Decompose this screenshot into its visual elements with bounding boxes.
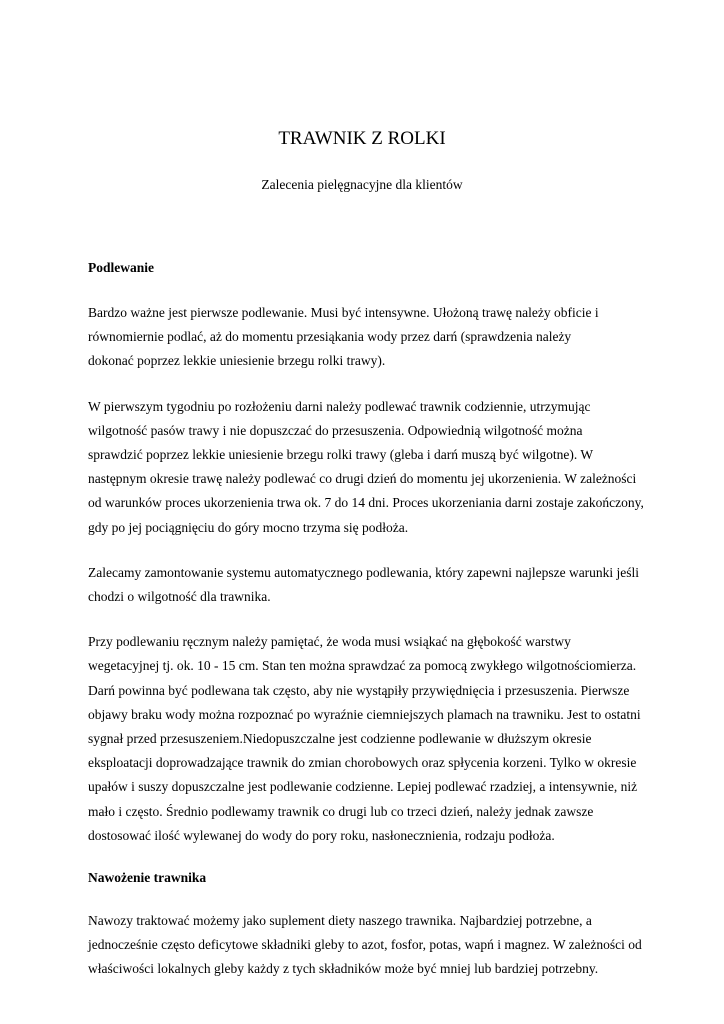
text-line: Przy podlewaniu ręcznym należy pamiętać, że woda musi wsiąkać na głębokość warstwy (88, 634, 571, 650)
text-line: sprawdzić poprzez lekkie uniesienie brzegu rolki trawy (gleba i darń muszą być wilgotne). W (88, 447, 594, 463)
text-line: Darń powinna być podlewana tak często, aby nie wystąpiły przywiędnięcia i przesuszenia. Pierwsze (88, 682, 630, 698)
text-line: jednocześnie często deficytowe składniki gleby to azot, fosfor, potas, wapń i magnez. W zależności od (88, 937, 642, 953)
text-line: mało i często. Średnio podlewamy trawnik co drugi lub co trzeci dzień, należy jednak zawsze (88, 803, 594, 819)
document-subtitle: Zalecenia pielęgnacyjne dla klientów (261, 177, 463, 192)
text-line: gdy po jej pociągnięciu do góry mocno trzyma się podłoża. (88, 519, 409, 535)
text-line: upałów i suszy dopuszczalne jest podlewanie codzienne. Lepiej podlewać rzadziej, a intensywnie, niż (88, 779, 638, 795)
text-line: sygnał przed przesuszeniem.Niedopuszczalne jest codzienne podlewanie w dłuższym okresie (88, 731, 592, 747)
text-line: chodzi o wilgotność dla trawnika. (88, 589, 271, 605)
text-line: równomiernie podlać, aż do momentu przesiąkania wody przez darń (sprawdzenia należy (88, 329, 572, 345)
text-line: wilgotność pasów trawy i nie dopuszczać do przesuszenia. Odpowiednią wilgotność można (88, 422, 583, 438)
text-line: eksploatacji doprowadzające trawnik do zmian chorobowych oraz spłycenia korzeni. Tylko w okresie (88, 755, 637, 771)
document-body (88, 256, 648, 982)
text-line: od warunków proces ukorzenienia trwa ok. 7 do 14 dni. Proces ukorzeniania darni zostaje zakończony, (88, 495, 644, 511)
text-line: Bardzo ważne jest pierwsze podlewanie. Musi być intensywne. Ułożoną trawę należy obficie i (88, 305, 599, 320)
paragraph (88, 301, 648, 374)
text-line: Zalecamy zamontowanie systemu automatycznego podlewania, który zapewni najlepsze warunki jeśli (88, 564, 640, 580)
paragraph (88, 630, 648, 848)
section-heading-podlewanie: Podlewanie (88, 260, 154, 275)
paragraph (88, 395, 648, 540)
text-line: Nawozy traktować możemy jako suplement diety naszego trawnika. Najbardziej potrzebne, a (88, 913, 592, 929)
text-line: objawy braku wody można rozpoznać po wyraźnie ciemniejszych plamach na trawniku. Jest to ostatni (88, 706, 641, 722)
paragraph (88, 909, 648, 982)
text-line: wegetacyjnej tj. ok. 10 - 15 cm. Stan ten można sprawdzać za pomocą zwykłego wilgotnościomierza. (88, 658, 637, 674)
paragraph (88, 561, 648, 609)
text-line: właściwości lokalnych gleby każdy z tych składników może być mniej lub bardziej potrzebny. (88, 961, 599, 977)
text-line: dostosować ilość wylewanej do wody do pory roku, nasłonecznienia, rodzaju podłoża. (88, 827, 555, 843)
text-line: W pierwszym tygodniu po rozłożeniu darni należy podlewać trawnik codziennie, utrzymując (88, 398, 591, 414)
text-line: następnym okresie trawę należy podlewać co drugi dzień do momentu jej ukorzenienia. W zależności (88, 471, 637, 487)
section-heading-nawozenie: Nawożenie trawnika (88, 870, 207, 886)
text-line: dokonać poprzez lekkie uniesienie brzegu rolki trawy). (88, 353, 386, 369)
document-title: TRAWNIK Z ROLKI (278, 128, 446, 149)
